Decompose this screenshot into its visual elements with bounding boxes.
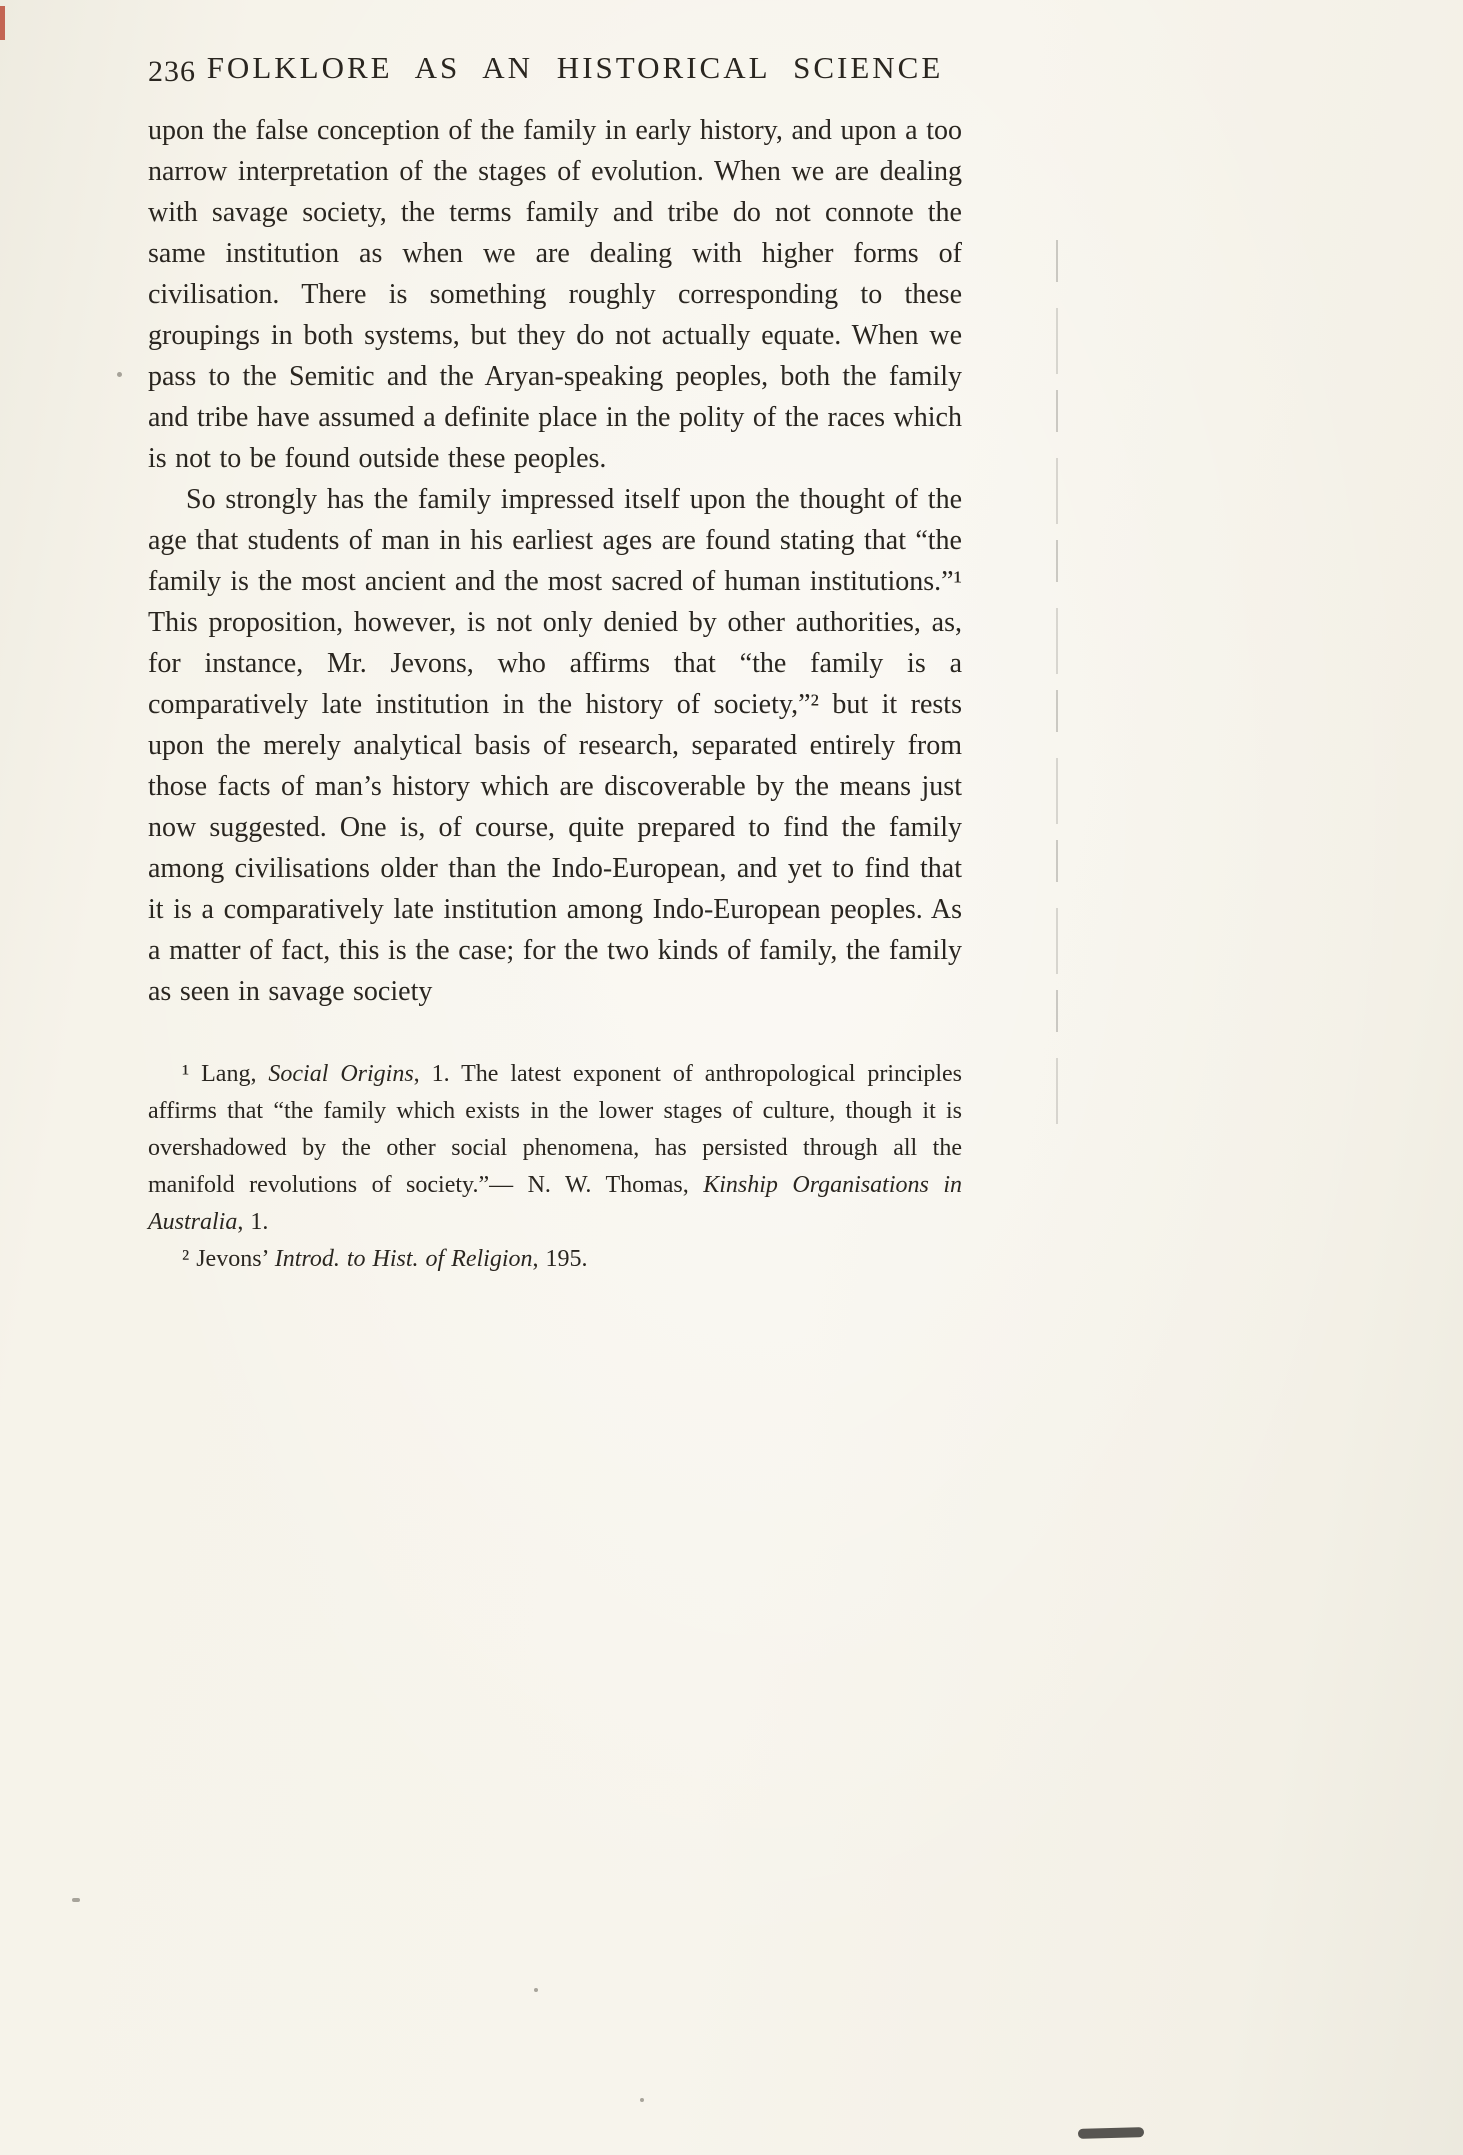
scan-speck — [640, 2098, 644, 2102]
scan-artifact-red-mark — [0, 6, 5, 40]
scan-speck — [72, 1898, 80, 1902]
body-paragraph-1: upon the false conception of the family in early history, and upon a too narrow interpretation of the stages of evolution. When we are dealing with savage society, the terms family and tribe do not connote the same institution as when we are dealing with higher forms of civilisation. There is something roughly corresponding to these groupings in both systems, but they do not actually equate. When we pass to the Semitic and the Aryan-speaking peoples, both the family and tribe have assumed a definite place in the polity of the races which is not to be found outside these peoples. — [148, 115, 962, 474]
footnote-1 — [148, 1056, 962, 1241]
scan-speck — [534, 1988, 538, 1992]
footnotes-section — [148, 1056, 962, 1278]
footnote-2-work-title: Introd. to Hist. of Religion — [274, 1246, 533, 1272]
text-block — [148, 110, 962, 1278]
footnote-2-text: ² Jevons’ — [182, 1246, 275, 1272]
footnote-1-text: , 1. — [237, 1209, 269, 1235]
footnote-1-work-title: Kinship Organisations in Australia — [148, 1172, 962, 1235]
body-paragraph-2: So strongly has the family impressed itself upon the thought of the age that students of man in his earliest ages are found stating that “the family is the most ancient and the most sacred of human institutions.”¹ This proposition, however, is not only denied by other authorities, as, for instance, Mr. Jevons, who affirms that “the family is a comparatively late institution in the history of society,”² but it rests upon the merely analytical basis of research, separated entirely from those facts of man’s history which are discoverable by the means just now suggested. One is, of course, quite prepared to find the family among civilisations older than the Indo-European, and yet to find that it is a comparatively late institution among Indo-European peoples. As a matter of fact, this is the case; for the two kinds of family, the family as seen in savage society — [148, 484, 962, 1007]
footnote-2-text: , 195. — [532, 1246, 588, 1272]
scan-artifact-vertical-line — [1056, 224, 1058, 1136]
page-number: 236 — [148, 55, 196, 88]
scan-artifact-bottom-mark — [1078, 2127, 1144, 2139]
footnote-2 — [148, 1241, 962, 1278]
footnote-1-work-title: Social Origins — [268, 1061, 414, 1087]
running-header-title: FOLKLORE AS AN HISTORICAL SCIENCE — [206, 50, 944, 85]
footnote-1-text: ¹ Lang, — [182, 1061, 269, 1087]
scan-speck — [117, 372, 122, 377]
page-header — [148, 50, 962, 94]
footnote-1-text: , 1. The latest exponent of anthropological principles affirms that “the family which exists in the lower stages of culture, though it is overshadowed by the other social phenomena, has persisted through all the manifold revolutions of society.”— N. W. Thomas, — [148, 1061, 962, 1198]
